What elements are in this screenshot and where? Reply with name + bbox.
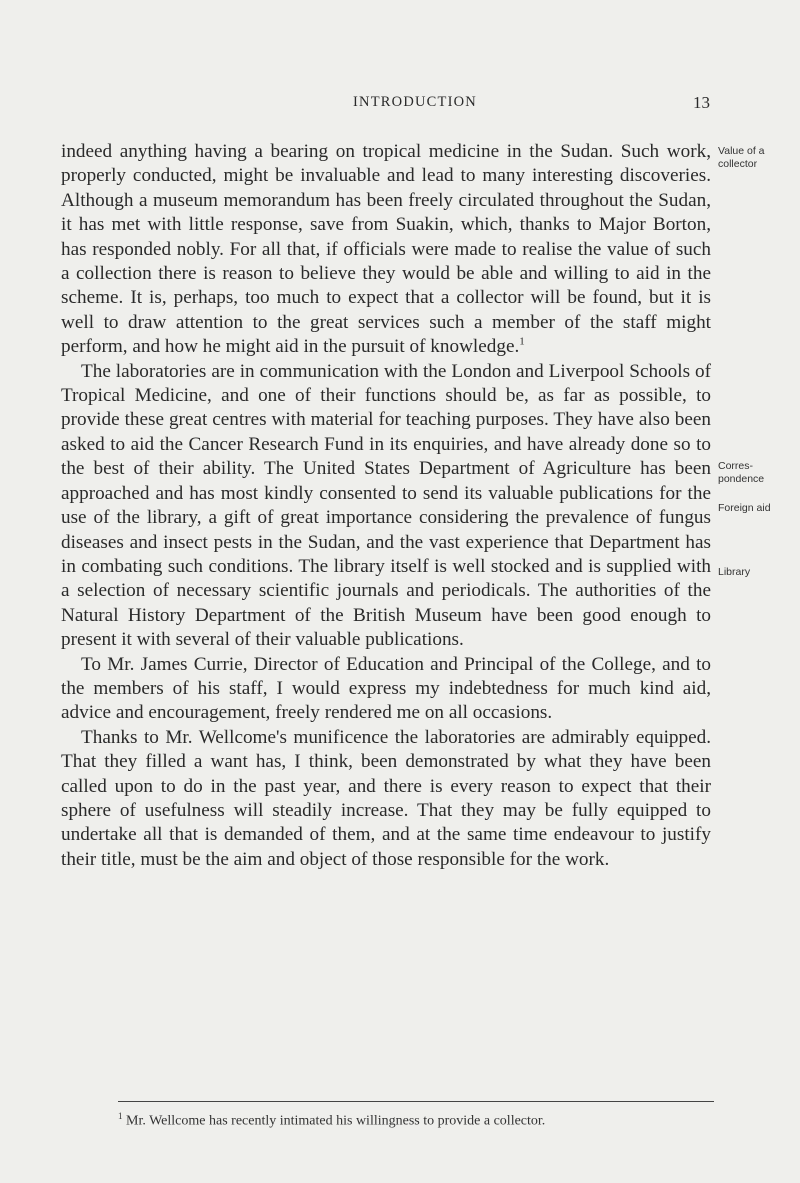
paragraph-acknowledgement: To Mr. James Currie, Director of Education and Principal of the College, and to the members of his staff, I would express my indebtedness for much kind aid, advice and encouragement, freely rendered me on all occasions. bbox=[61, 653, 711, 724]
paragraph-collector bbox=[61, 140, 711, 360]
body-text bbox=[61, 140, 711, 872]
sidenote-library: Library bbox=[718, 566, 751, 578]
footnote-reference: 1 bbox=[519, 335, 525, 348]
sidenote-foreign-aid: Foreign aid bbox=[718, 502, 771, 514]
page-number: 13 bbox=[693, 93, 710, 112]
paragraph-text: indeed anything having a bearing on tropical medicine in the Sudan. Such work, properly conducted, might be invaluable and lead to many interesting discoveries. Although a museum memorandum has been freely circulated throughout the Sudan, it has met with little response, save from Suakin, which, thanks to Major Borton, has responded nobly. For all that, if officials were made to realise the value of such a collection there is reason to believe they would be able and willing to aid in the scheme. It is, perhaps, too much to expect that a collector will be found, but it is well to draw attention to the great services such a member of the staff might perform, and how he might aid in the pursuit of knowledge. bbox=[61, 141, 711, 358]
footnote-text: Mr. Wellcome has recently intimated his willingness to provide a collector. bbox=[126, 1113, 546, 1129]
footnote bbox=[118, 1107, 714, 1131]
paragraph-laboratories: The laboratories are in communication with the London and Liverpool Schools of Tropical Medicine, and one of their functions should be, as far as possible, to provide these great centres with material for teaching purposes. They have also been asked to aid the Cancer Research Fund in its enquiries, and have already done so to the best of their ability. The United States Department of Agriculture has been approached and has most kindly consented to send its valuable publications for the use of the library, a gift of great importance considering the prevalence of fungus diseases and insect pests in the Sudan, and the vast experience that Department has in combating such conditions. The library itself is well stocked and is supplied with a selection of necessary scientific journals and periodicals. The authorities of the Natural History Department of the British Museum have been good enough to present it with several of their valuable publications. bbox=[61, 360, 711, 651]
footnote-marker: 1 bbox=[118, 1111, 123, 1121]
paragraph-wellcome: Thanks to Mr. Wellcome's munificence the laboratories are admirably equipped. That they filled a want has, I think, been demonstrated by what they have been called upon to do in the past year, and there is every reason to expect that their sphere of usefulness will steadily increase. That they may be fully equipped to undertake all that is demanded of them, and at the same time endeavour to justify their title, must be the aim and object of those responsible for the work. bbox=[61, 726, 711, 870]
running-head: INTRODUCTION bbox=[353, 94, 477, 110]
footnote-rule bbox=[118, 1101, 714, 1102]
sidenote-value-of-collector: Value of a collector bbox=[718, 145, 765, 170]
sidenote-correspondence: Corres- pondence bbox=[718, 460, 765, 485]
page-header bbox=[120, 94, 710, 120]
